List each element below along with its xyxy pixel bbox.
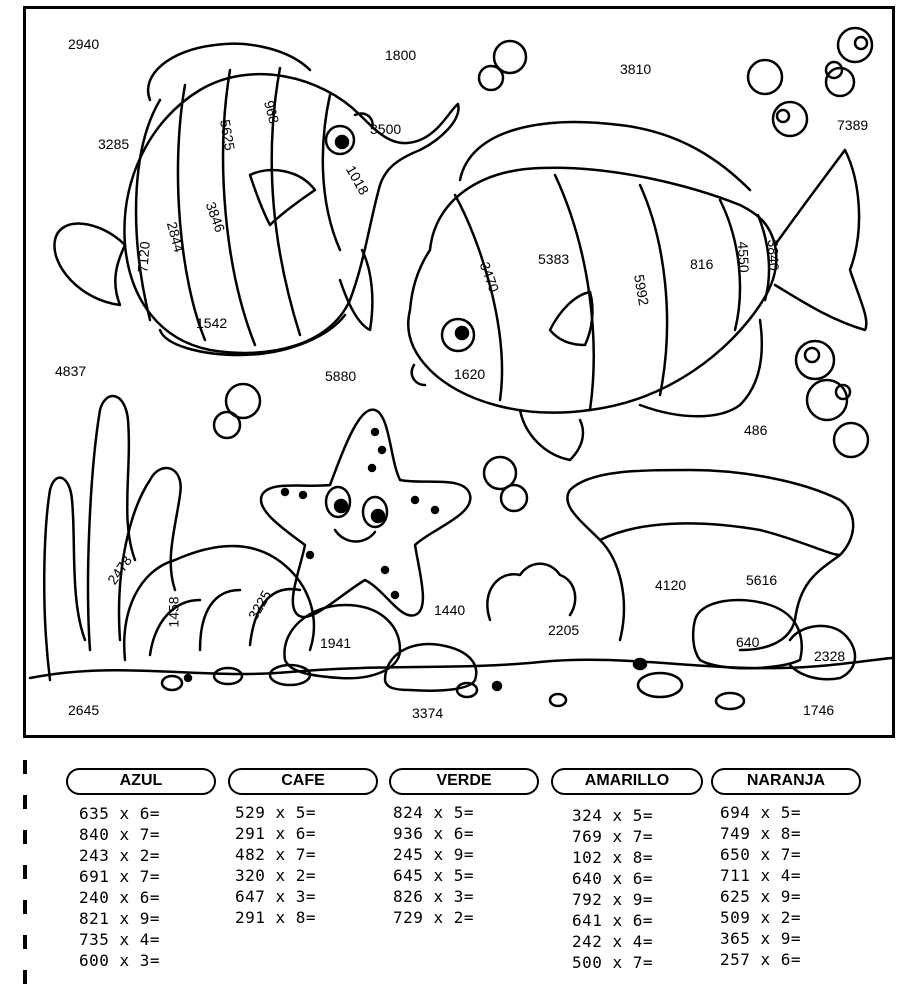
starfish-drawing [261,410,470,617]
problem: 694 x 5= [720,803,802,822]
rocks-drawing [162,602,744,709]
number-label: 5625 [216,118,239,152]
color-key-verde: VERDE [389,768,539,795]
problem: 509 x 2= [720,908,802,927]
problem: 625 x 9= [720,887,802,906]
number-label: 4550 [735,241,753,273]
problem: 240 x 6= [79,888,161,907]
problem: 691 x 7= [79,867,161,886]
number-label: 3225 [244,587,275,623]
problem: 242 x 4= [572,932,654,951]
problem: 735 x 4= [79,930,161,949]
problem: 600 x 3= [79,951,161,970]
problem: 650 x 7= [720,845,802,864]
seabed-line [30,658,892,678]
number-label: 3285 [98,136,130,152]
seaweed-coral-drawing [44,396,314,680]
number-label: 3810 [620,61,652,77]
problems-azul [79,803,160,971]
number-label: 640 [736,634,760,650]
problem: 826 x 3= [393,887,475,906]
problem: 257 x 6= [720,950,802,969]
number-label: 1458 [165,596,182,628]
number-label: 2205 [548,622,580,638]
problem: 324 x 5= [572,806,654,825]
number-label: 1800 [385,47,417,63]
problem: 640 x 6= [572,869,654,888]
problem: 500 x 7= [572,953,654,972]
color-key-amarillo: AMARILLO [551,768,703,795]
problem: 645 x 5= [393,866,475,885]
color-key-cafe: CAFE [228,768,378,795]
number-label: 7120 [134,240,153,274]
color-key-naranja: NARANJA [711,768,861,795]
problems-cafe [235,802,316,928]
problem: 291 x 8= [235,908,317,927]
number-label: 486 [744,422,768,438]
number-label: 5616 [746,572,778,588]
number-label: 1746 [803,702,835,718]
number-label: 3500 [370,121,402,137]
problem: 365 x 9= [720,929,802,948]
number-label: 1620 [454,366,486,382]
problem: 729 x 2= [393,908,475,927]
number-label: 1018 [342,162,373,198]
number-label: 3840 [765,239,783,271]
problem: 243 x 2= [79,846,161,865]
butterflyfish-drawing [54,44,458,355]
problem: 792 x 9= [572,890,654,909]
number-label: 3470 [476,259,503,295]
problem: 482 x 7= [235,845,317,864]
color-key-azul: AZUL [66,768,216,795]
problem: 821 x 9= [79,909,161,928]
number-label: 3846 [202,199,229,235]
problem: 711 x 4= [720,866,802,885]
number-label: 5880 [325,368,357,384]
number-label: 2940 [68,36,100,52]
problem: 635 x 6= [79,804,161,823]
number-label: 1941 [320,635,352,651]
number-label: 968 [260,98,283,126]
number-label: 1440 [434,602,466,618]
number-label: 5383 [538,251,570,267]
number-label: 2478 [104,552,136,588]
problems-verde [393,802,474,928]
problems-amarillo [572,805,653,973]
problems-naranja [720,802,801,970]
problem: 102 x 8= [572,848,654,867]
problem: 840 x 7= [79,825,161,844]
problem: 245 x 9= [393,845,475,864]
number-label: 2645 [68,702,100,718]
problem: 936 x 6= [393,824,475,843]
number-label: 2328 [814,648,846,664]
number-label: 2844 [163,219,188,255]
problem: 320 x 2= [235,866,317,885]
anemone-drawing [487,470,855,679]
problem: 641 x 6= [572,911,654,930]
number-label: 3374 [412,705,444,721]
number-label: 1542 [196,315,228,331]
problem: 769 x 7= [572,827,654,846]
problem: 749 x 8= [720,824,802,843]
number-label: 5992 [630,273,653,307]
number-label: 7389 [837,117,869,133]
problem: 529 x 5= [235,803,317,822]
number-label: 4120 [655,577,687,593]
problem: 824 x 5= [393,803,475,822]
problem: 647 x 3= [235,887,317,906]
number-label: 4837 [55,363,87,379]
number-label: 816 [690,256,714,272]
problem: 291 x 6= [235,824,317,843]
